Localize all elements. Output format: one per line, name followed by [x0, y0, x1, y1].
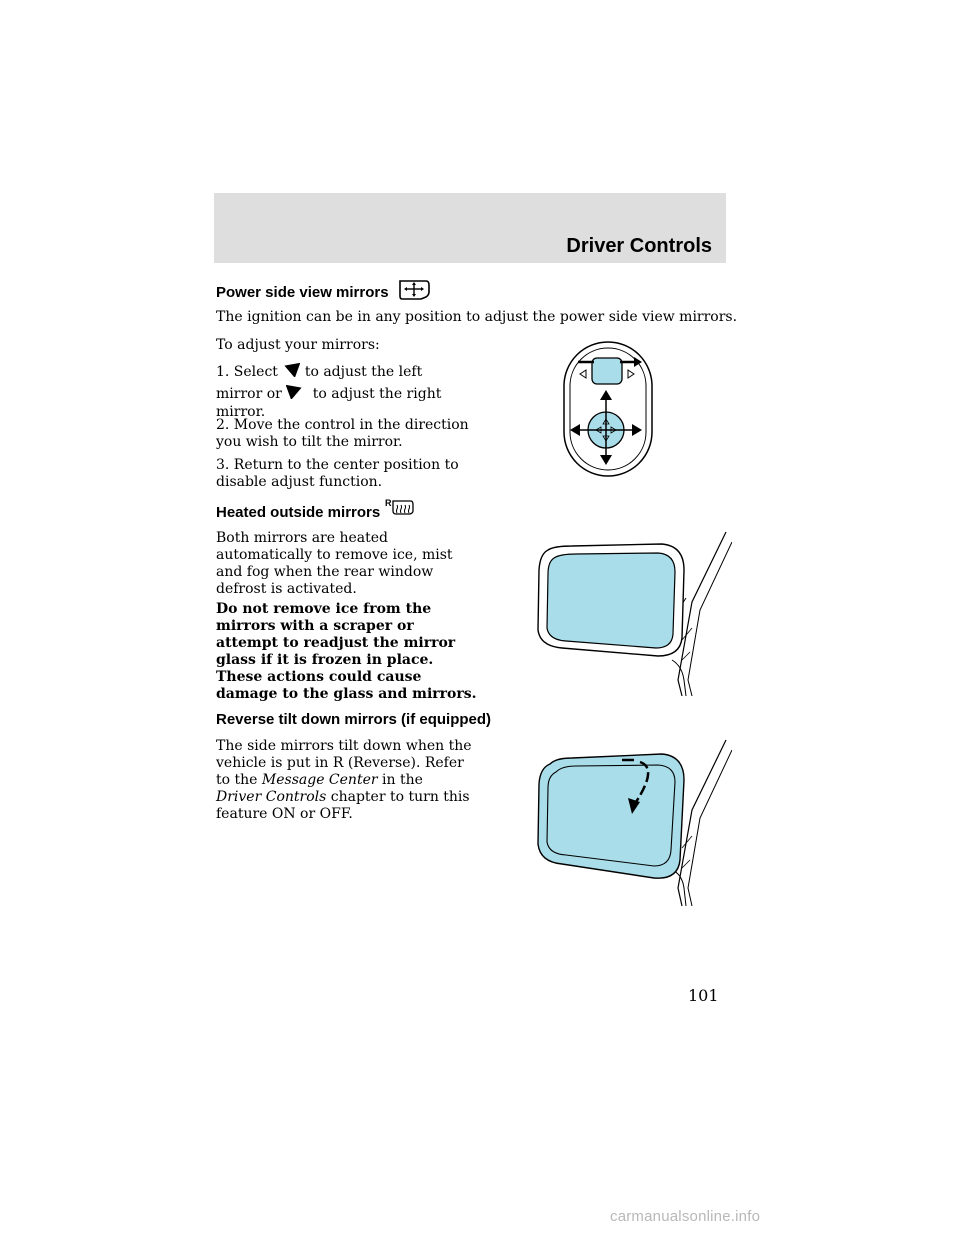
heated-mirrors-description: Both mirrors are heated automatically to remove ice, mist and fog when the rear window defrost is activated. — [216, 530, 453, 597]
section-heading-power-mirrors: Power side view mirrors — [216, 284, 431, 301]
step-1-line-1: 1. Select to adjust the left — [216, 364, 422, 381]
page-number: 101 — [688, 986, 719, 1005]
to-adjust-label: To adjust your mirrors: — [216, 337, 380, 353]
step-1-line-3: mirror. — [216, 404, 266, 420]
rear-defrost-icon — [384, 497, 416, 519]
section-heading-reverse-tilt: Reverse tilt down mirrors (if equipped) — [216, 711, 492, 728]
heated-mirrors-warning: Do not remove ice from the mirrors with a scraper or attempt to readjust the mirror glass if it is frozen in place. These actions could cause damage to the glass and mirrors. — [216, 601, 477, 702]
right-triangle-icon — [286, 381, 304, 399]
driver-controls-reference: Driver Controls — [216, 789, 327, 805]
left-triangle-icon — [282, 359, 300, 377]
reverse-tilt-description: The side mirrors tilt down when the vehicle is put in R (Reverse). Refer to the Message Center in the Driver Controls chapter to turn this feature ON or OFF. — [216, 738, 472, 822]
svg-text:R: R — [385, 498, 392, 509]
reverse-tilt-mirror-figure — [532, 738, 732, 908]
power-mirror-icon — [397, 279, 431, 301]
step-1-line-2: mirror or to adjust the right — [216, 386, 441, 403]
heated-mirror-figure — [532, 530, 732, 698]
mirror-control-figure — [560, 340, 656, 480]
chapter-title: Driver Controls — [566, 235, 712, 257]
message-center-reference: Message Center — [261, 772, 378, 788]
power-mirrors-intro: The ignition can be in any position to adjust the power side view mirrors. — [216, 309, 738, 325]
step-3: 3. Return to the center position to disable adjust function. — [216, 457, 459, 490]
chapter-header — [214, 193, 726, 263]
watermark: carmanualsonline.info — [610, 1208, 761, 1225]
section-heading-heated-mirrors: Heated outside mirrors R — [216, 504, 416, 521]
step-2: 2. Move the control in the direction you wish to tilt the mirror. — [216, 417, 469, 450]
